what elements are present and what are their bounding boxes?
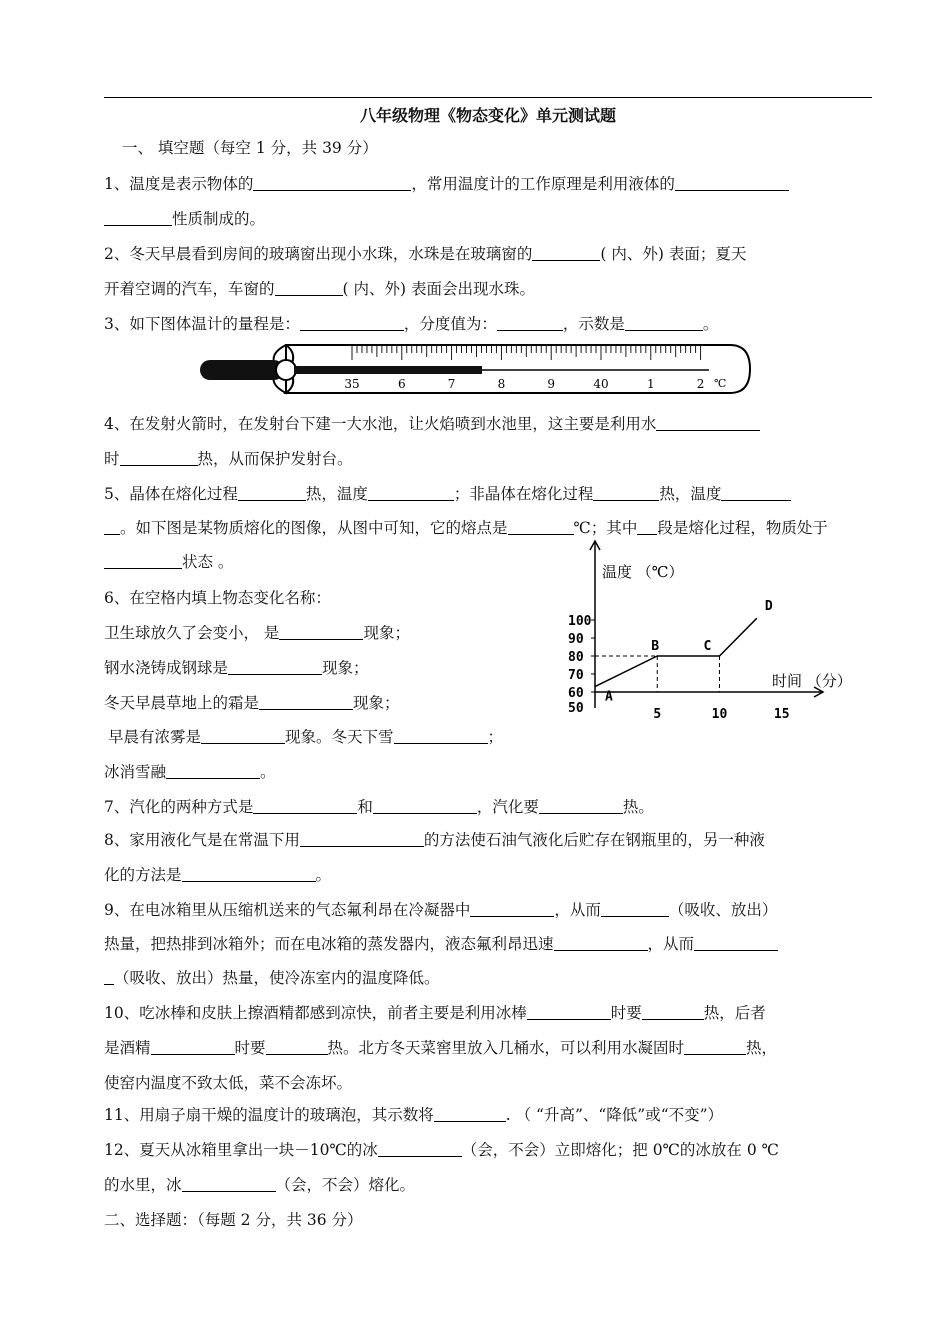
graph-x-tick-label: 15	[773, 707, 790, 722]
thermometer-label: 7	[447, 377, 456, 391]
blank[interactable]	[625, 313, 703, 331]
question-4-line-2: 时 热，从而保护发射台。	[104, 450, 353, 468]
graph-y-tick-label: 90	[568, 632, 584, 647]
blank[interactable]	[532, 243, 600, 261]
graph-point-label: C	[703, 639, 712, 654]
graph-y-axis-label: 温度 （℃）	[602, 563, 684, 581]
question-1-line-1: 1、温度是表示物体的 ，常用温度计的工作原理是利用液体的	[104, 170, 789, 198]
question-8-line-1: 8、家用液化气是在常温下用 的方法使石油气液化后贮存在钢瓶里的，另一种液	[104, 831, 765, 849]
question-6-item-4: 早晨有浓雾是 现象。冬天下雪 ；	[108, 728, 504, 746]
melting-graph	[560, 538, 860, 728]
blank[interactable]	[554, 933, 648, 951]
question-6-item-5: 冰消雪融 。	[104, 763, 276, 781]
blank[interactable]	[721, 483, 791, 501]
question-5-line-2: 。如下图是某物质熔化的图像，从图中可知，它的熔点是 ℃；其中 段是熔化过程，物质处于	[104, 514, 828, 542]
blank[interactable]	[266, 1037, 328, 1055]
blank[interactable]	[104, 551, 182, 569]
question-6-item-1: 卫生球放久了会变小， 是 现象；	[104, 624, 410, 642]
blank[interactable]	[394, 726, 488, 744]
question-9-line-2: 热量，把热排到冰箱外；而在电冰箱的蒸发器内，液态氟利昂迅速 ，从而	[104, 930, 778, 958]
question-5-line-1: 5、晶体在熔化过程 热，温度 ；非晶体在熔化过程 热，温度	[104, 480, 791, 508]
blank[interactable]	[642, 1002, 704, 1020]
blank[interactable]	[656, 413, 760, 431]
clinical-thermometer	[194, 338, 754, 402]
question-10-line-3: 使窑内温度不致太低，菜不会冻坏。	[104, 1074, 353, 1092]
question-9-line-3: （吸收、放出）热量，使冷冻室内的温度降低。	[104, 964, 440, 992]
thermometer-label: 9	[547, 377, 556, 391]
blank[interactable]	[373, 796, 477, 814]
question-2-line-2: 开着空调的汽车，车窗的 ( 内、外) 表面会出现水珠。	[104, 280, 535, 298]
blank[interactable]	[104, 967, 114, 985]
blank[interactable]	[527, 1002, 611, 1020]
graph-y-tick-label: 100	[568, 614, 592, 629]
blank[interactable]	[593, 483, 659, 501]
blank[interactable]	[675, 173, 789, 191]
question-7: 7、汽化的两种方式是 和 ，汽化要 热。	[104, 798, 654, 816]
question-11: 11、用扇子扇干燥的温度计的玻璃泡，其示数将 . （ “升高”、“降低”或“不变”）	[104, 1106, 724, 1124]
graph-series-line	[595, 618, 757, 686]
blank[interactable]	[182, 864, 316, 882]
blank[interactable]	[368, 483, 454, 501]
blank[interactable]	[539, 796, 623, 814]
graph-y-ticks	[568, 614, 595, 716]
question-9-line-1: 9、在电冰箱里从压缩机送来的气态氟利昂在冷凝器中 ，从而 （吸收、放出）	[104, 901, 778, 919]
graph-y-tick-label: 70	[568, 668, 584, 683]
question-8-line-2: 化的方法是 。	[104, 866, 332, 884]
thermometer-labels	[344, 377, 704, 391]
blank[interactable]	[601, 899, 669, 917]
blank[interactable]	[182, 1174, 276, 1192]
header-rule	[104, 97, 872, 98]
thermometer-unit: ℃	[714, 377, 727, 390]
blank[interactable]	[470, 899, 554, 917]
graph-point-label: D	[764, 599, 773, 615]
question-12-line-1: 12、夏天从冰箱里拿出一块－10℃的冰 （会，不会）立即熔化；把 0℃的冰放在 0 ℃	[104, 1141, 779, 1159]
thermometer-label: 40	[593, 377, 609, 391]
blank[interactable]	[259, 692, 353, 710]
blank[interactable]	[104, 517, 120, 535]
graph-y-tick-label: 80	[568, 650, 584, 665]
blank[interactable]	[104, 208, 172, 226]
question-10-line-1: 10、吃冰棒和皮肤上擦酒精都感到凉快，前者主要是利用冰棒 时要 热，后者	[104, 1004, 766, 1022]
blank[interactable]	[637, 517, 657, 535]
question-10-line-2: 是酒精 时要 热。北方冬天菜窖里放入几桶水，可以利用水凝固时 热，	[104, 1039, 778, 1057]
blank[interactable]	[497, 313, 563, 331]
blank[interactable]	[253, 173, 411, 191]
question-6-heading: 6、在空格内填上物态变化名称：	[104, 589, 331, 607]
question-6-item-3: 冬天早晨草地上的霜是 现象；	[104, 694, 400, 712]
question-6-item-2: 钢水浇铸成钢球是 现象；	[104, 659, 369, 677]
blank[interactable]	[201, 726, 285, 744]
blank[interactable]	[508, 517, 574, 535]
thermometer-label: 6	[397, 377, 406, 391]
blank[interactable]	[300, 829, 424, 847]
blank[interactable]	[166, 761, 260, 779]
blank[interactable]	[684, 1037, 746, 1055]
graph-point-label: A	[605, 689, 613, 705]
graph-point-labels	[605, 599, 773, 704]
graph-x-ticks	[653, 707, 789, 722]
blank[interactable]	[253, 796, 357, 814]
graph-x-tick-label: 5	[653, 707, 662, 722]
blank[interactable]	[434, 1104, 506, 1122]
question-1-line-2: 性质制成的。	[104, 205, 265, 233]
blank[interactable]	[120, 448, 198, 466]
graph-x-tick-label: 10	[711, 707, 728, 722]
graph-y-tick-label: 50	[568, 701, 584, 716]
blank[interactable]	[228, 657, 322, 675]
page-title: 八年级物理《物态变化》单元测试题	[359, 106, 616, 125]
thermometer-scale	[352, 346, 701, 360]
thermometer-body	[200, 345, 750, 393]
mercury-column	[294, 366, 482, 374]
thermometer-label: 35	[344, 377, 360, 391]
thermometer-label: 1	[646, 377, 655, 391]
blank[interactable]	[378, 1139, 462, 1157]
question-3: 3、如下图体温计的量程是： ，分度值为： ，示数是 。	[104, 315, 719, 333]
blank[interactable]	[279, 622, 363, 640]
graph-point-label: B	[651, 639, 660, 654]
section-2-heading: 二、选择题：（每题 2 分，共 36 分）	[104, 1211, 363, 1229]
question-12-line-2: 的水里，冰 （会，不会）熔化。	[104, 1176, 416, 1194]
thermometer-label: 8	[497, 377, 506, 391]
blank[interactable]	[151, 1037, 235, 1055]
question-2-line-1: 2、冬天早晨看到房间的玻璃窗出现小水珠，水珠是在玻璃窗的 ( 内、外) 表面；夏天	[104, 245, 747, 263]
graph-y-tick-label: 60	[568, 686, 584, 701]
graph-guide-lines	[595, 656, 720, 692]
question-5-line-3: 状态 。	[104, 548, 233, 576]
blank[interactable]	[300, 313, 404, 331]
question-4-line-1: 4、在发射火箭时，在发射台下建一大水池，让火焰喷到水池里，这主要是利用水	[104, 410, 760, 438]
blank[interactable]	[238, 483, 306, 501]
thermometer-label: 2	[696, 377, 705, 391]
blank[interactable]	[694, 933, 778, 951]
graph-x-axis-label: 时间 （分）	[772, 672, 852, 690]
blank[interactable]	[275, 278, 343, 296]
section-1-heading: 一、 填空题（每空 1 分，共 39 分）	[122, 139, 378, 157]
